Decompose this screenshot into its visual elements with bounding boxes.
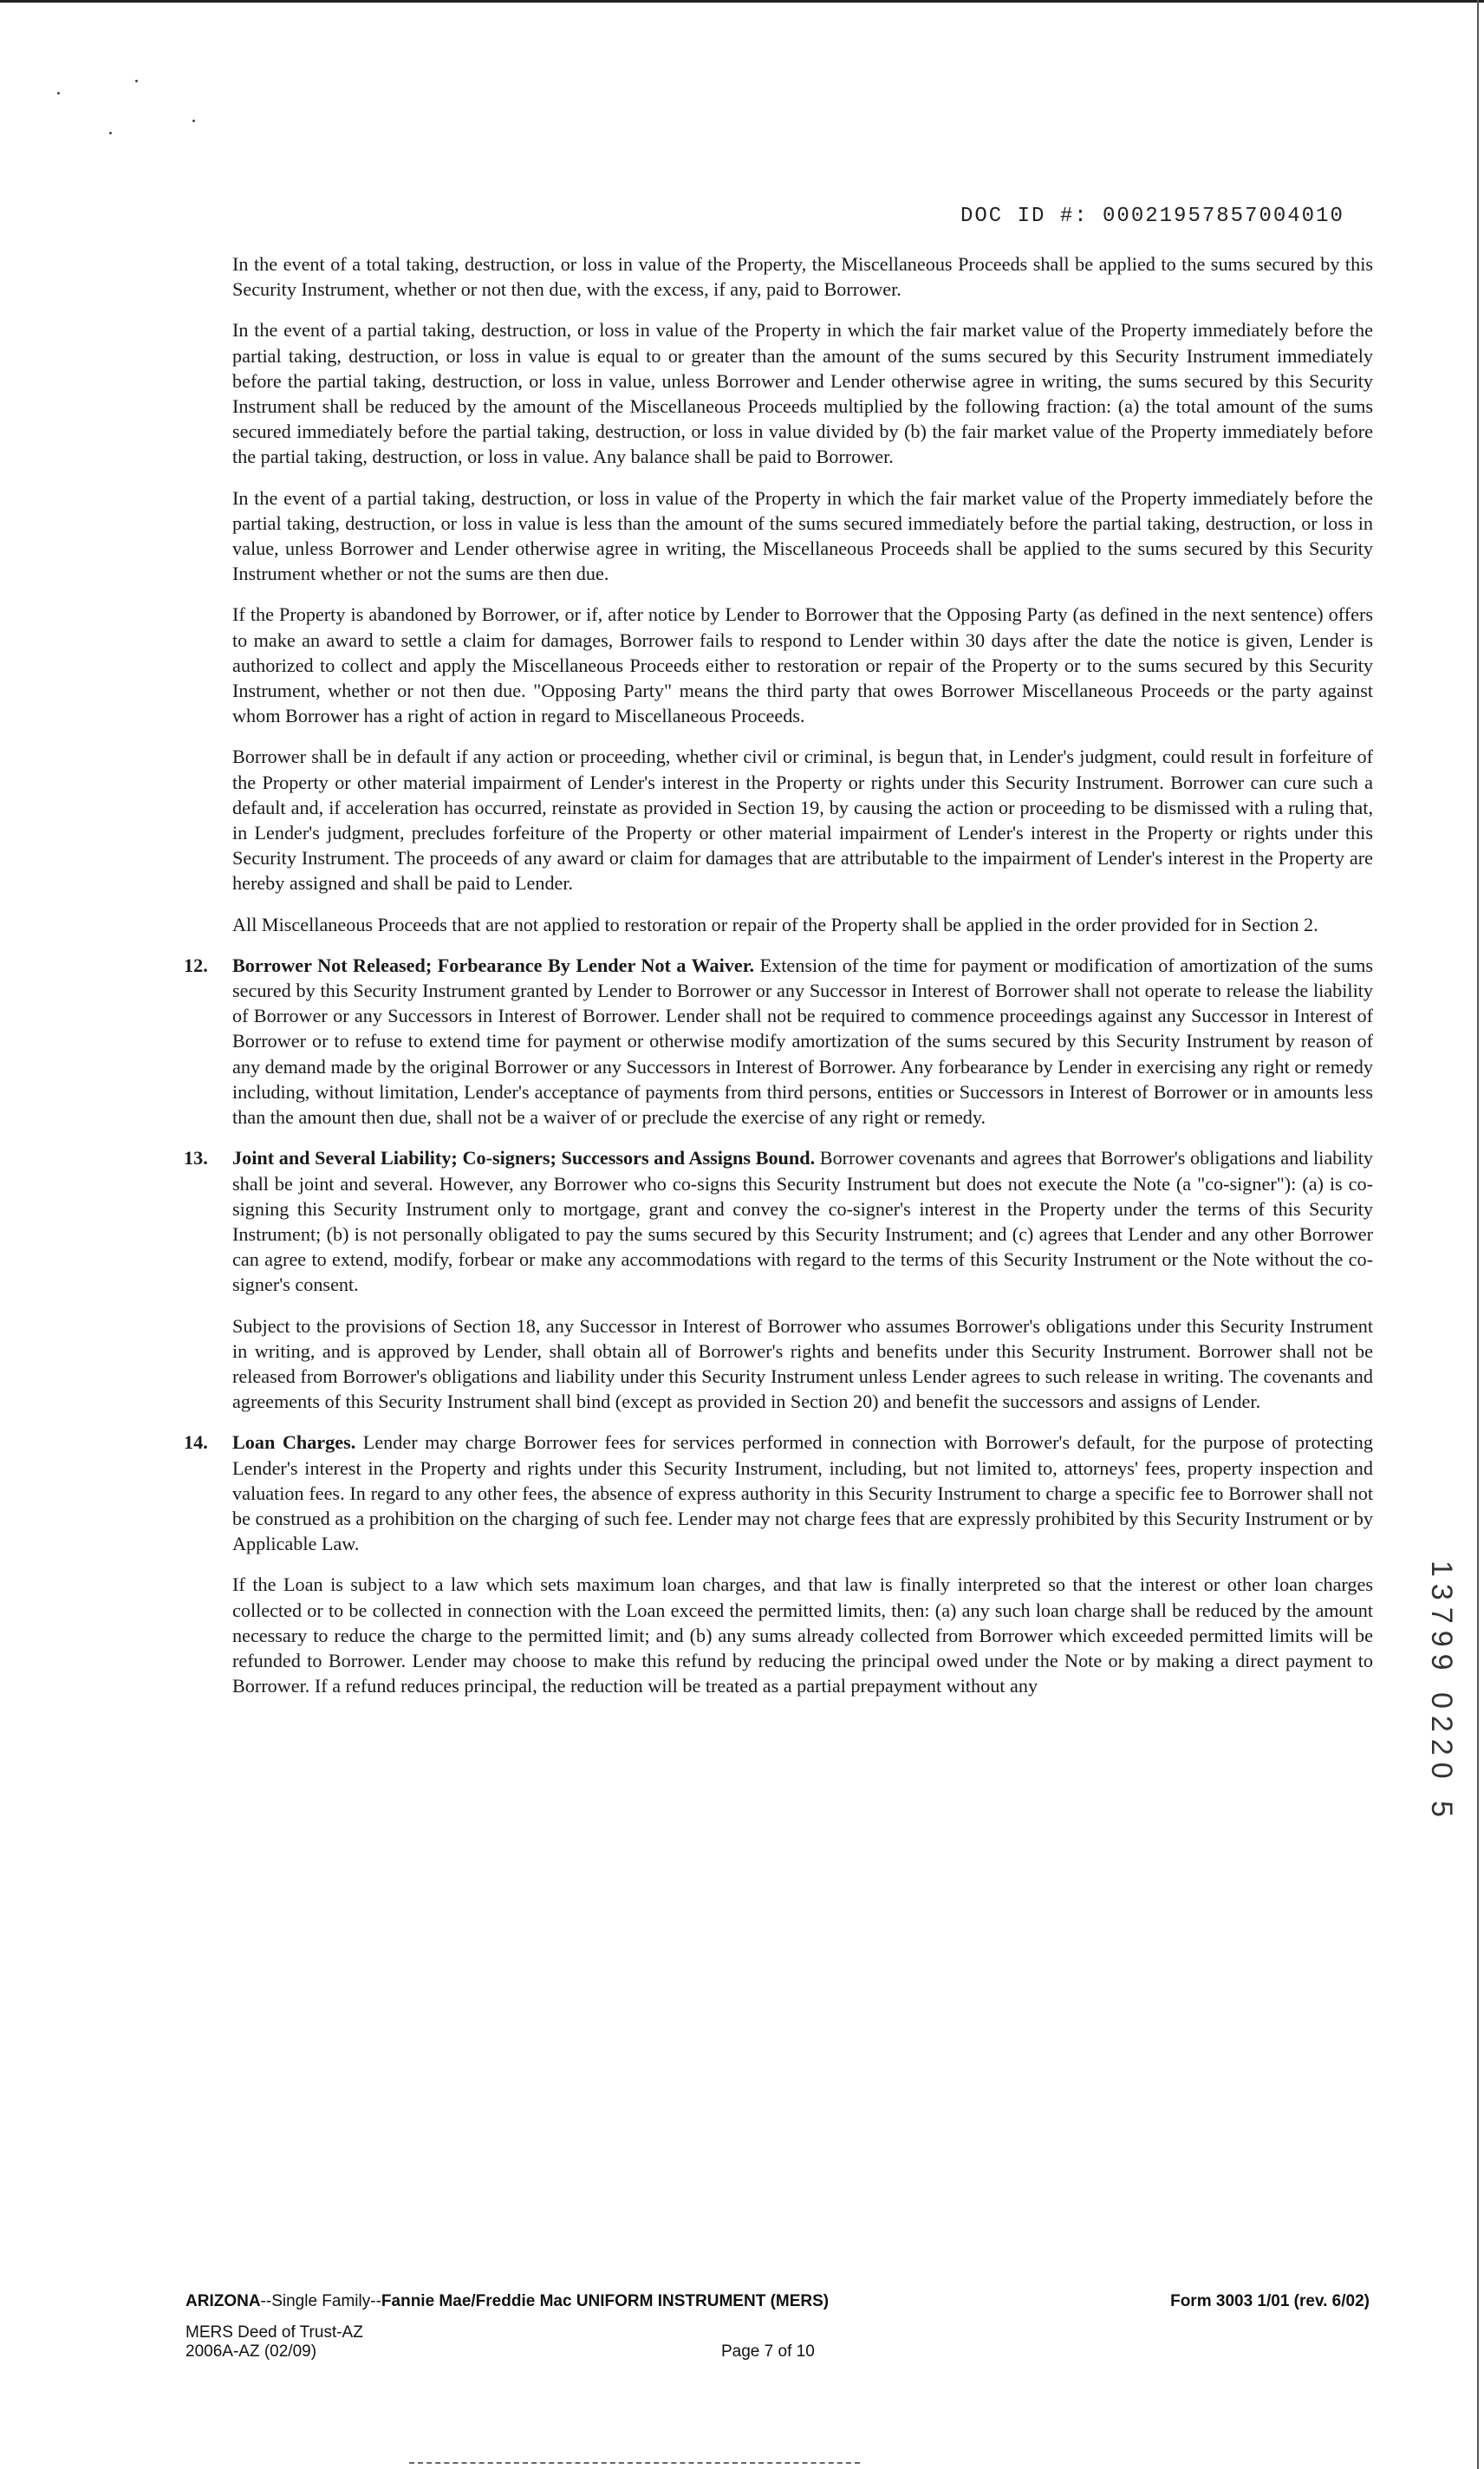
page-footer <box>186 2292 1382 2362</box>
section-body: Extension of the time for payment or modification of amortization of the sums secured by this Security Instrument granted by Lender to Borrower or any Successor in Interest of Borrower shall not operate to release the liability of Borrower or any Successors in Interest of Borrower. Lender shall not be required to commence proceedings against any Successor in Interest of Borrower or to refuse to extend time for payment or otherwise modify amortization of the sums secured by this Security Instrument by reason of any demand made by the original Borrower or any Successors in Interest of Borrower. Any forbearance by Lender in exercising any right or remedy including, without limitation, Lender's acceptance of payments from third persons, entities or Successors in Interest of Borrower or in amounts less than the amount then due, shall not be a waiver of or preclude the exercise of any right or remedy. <box>232 954 1373 1129</box>
footer-state: ARIZONA <box>186 2292 261 2310</box>
section-text <box>232 953 1373 1130</box>
footer-title-bold: Fannie Mae/Freddie Mac UNIFORM INSTRUMENT (MERS) <box>381 2292 830 2310</box>
section-heading: Loan Charges. <box>232 1431 356 1454</box>
section-number: 14. <box>184 1431 208 1454</box>
doc-id: DOC ID #: 00021957857004010 <box>960 205 1344 228</box>
section-body: Borrower covenants and agrees that Borrower's obligations and liability shall be joint and several. However, any Borrower who co-signs this Security Instrument but does not execute the Note (a "co-signer"): (a) is co-signing this Security Instrument only to mortgage, grant and convey the co-signer's interest in the Property under the terms of this Security Instrument; (b) is not personally obligated to pay the sums secured by this Security Instrument; and (c) agrees that Lender and any other Borrower can agree to extend, modify, forbear or make any accommodations with regard to the terms of this Security Instrument or the Note without the co-signer's consent. <box>232 1147 1374 1296</box>
section-text <box>232 1145 1373 1297</box>
section-14 <box>184 1430 1373 1698</box>
paragraph-total-taking: In the event of a total taking, destruction, or loss in value of the Property, the Miscellaneous Proceeds shall be applied to the sums secured by this Security Instrument, whether or not then due, with the excess, if any, paid to Borrower. <box>232 253 1373 301</box>
section-body: Lender may charge Borrower fees for services performed in connection with Borrower's default, for the purpose of protecting Lender's interest in the Property and rights under this Security Instrument, including, but not limited to, attorneys' fees, property inspection and valuation fees. In regard to any other fees, the absence of express authority in this Security Instrument to charge a specific fee to Borrower shall not be construed as a prohibition on the charging of such fee. Lender may not charge fees that are expressly prohibited by this Security Instrument or by Applicable Law. <box>232 1431 1373 1555</box>
document-body <box>184 251 1374 1714</box>
section-extra-paragraph: Subject to the provisions of Section 18, any Successor in Interest of Borrower who assumes Borrower's obligations under this Security Instrument in writing, and is approved by Lender, shall obtain all of Borrower's rights and benefits under this Security Instrument. Borrower shall not be released from Borrower's obligations and liability under this Security Instrument unless Lender agrees to such release in writing. The covenants and agreements of this Security Instrument shall bind (except as provided in Section 20) and benefit the successors and assigns of Lender. <box>232 1314 1373 1413</box>
paragraph-misc-proceeds: All Miscellaneous Proceeds that are not applied to restoration or repair of the Property shall be applied in the order provided for in Section 2. <box>232 913 1318 935</box>
section-heading: Joint and Several Liability; Co-signers; Successors and Assigns Bound. <box>232 1147 816 1169</box>
footer-deed-type: MERS Deed of Trust-AZ <box>186 2323 363 2342</box>
page-top-edge <box>0 0 1484 3</box>
section-text <box>232 1430 1373 1556</box>
scan-bottom-mark <box>409 2462 860 2464</box>
footer-instrument-title <box>186 2292 829 2311</box>
footer-form-code: 2006A-AZ (02/09) <box>186 2342 317 2361</box>
section-number: 12. <box>184 954 208 976</box>
paragraph-default: Borrower shall be in default if any action or proceeding, whether civil or criminal, is begun that, in Lender's judgment, could result in forfeiture of the Property or other material impairment of Lender's interest in the Property or rights under this Security Instrument. Borrower can cure such a default and, if acceleration has occurred, reinstate as provided in Section 19, by causing the action or proceeding to be dismissed with a ruling that, in Lender's judgment, precludes forfeiture of the Property or other material impairment of Lender's interest in the Property or rights under this Security Instrument. The proceeds of any award or claim for damages that are attributable to the impairment of Lender's interest in the Property are hereby assigned and shall be paid to Lender. <box>232 746 1373 895</box>
section-number: 13. <box>184 1147 208 1169</box>
section-13 <box>184 1145 1374 1414</box>
paragraph-abandoned-property: If the Property is abandoned by Borrower, or if, after notice by Lender to Borrower that the Opposing Party (as defined in the next sentence) offers to make an award to settle a claim for damages, Borrower fails to respond to Lender within 30 days after the date the notice is given, Lender is authorized to collect and apply the Miscellaneous Proceeds either to restoration or repair of the Property or to the sums secured by this Security Instrument, whether or not then due. "Opposing Party" means the third party that owes Borrower Miscellaneous Proceeds or the party against whom Borrower has a right of action in regard to Miscellaneous Proceeds. <box>232 603 1373 727</box>
footer-title-mid: --Single Family-- <box>260 2292 381 2310</box>
side-stamp-number: 13799 0220 5 <box>1425 1560 1458 1824</box>
paragraph-partial-taking-greater: In the event of a partial taking, destruction, or loss in value of the Property in which the fair market value of the Property immediately before the partial taking, destruction, or loss in value is equal to or greater than the amount of the sums secured by this Security Instrument immediately before the partial taking, destruction, or loss in value, unless Borrower and Lender otherwise agree in writing, the sums secured by this Security Instrument shall be reduced by the amount of the Miscellaneous Proceeds multiplied by the following fraction: (a) the total amount of the sums secured immediately before the partial taking, destruction, or loss in value divided by (b) the fair market value of the Property immediately before the partial taking, destruction, or loss in value. Any balance shall be paid to Borrower. <box>232 319 1373 468</box>
page-right-edge <box>1477 0 1479 2469</box>
section-extra-paragraph: If the Loan is subject to a law which sets maximum loan charges, and that law is finally interpreted so that the interest or other loan charges collected or to be collected in connection with the Loan exceed the permitted limits, then: (a) any such loan charge shall be reduced by the amount necessary to reduce the charge to the permitted limit; and (b) any sums already collected from Borrower which exceeded permitted limits will be refunded to Borrower. Lender may choose to make this refund by reducing the principal owed under the Note or by making a direct payment to Borrower. If a refund reduces principal, the reduction will be treated as a partial prepayment without any <box>232 1573 1373 1697</box>
section-heading: Borrower Not Released; Forbearance By Lender Not a Waiver. <box>232 954 755 976</box>
footer-form-number: Form 3003 1/01 (rev. 6/02) <box>1170 2292 1370 2310</box>
paragraph-partial-taking-less: In the event of a partial taking, destruction, or loss in value of the Property in which the fair market value of the Property immediately before the partial taking, destruction, or loss in value is less than the amount of the sums secured immediately before the partial taking, destruction, or loss in value, unless Borrower and Lender otherwise agree in writing, the Miscellaneous Proceeds shall be applied to the sums secured by this Security Instrument whether or not the sums are then due. <box>232 486 1373 585</box>
section-12 <box>184 953 1373 1130</box>
footer-page-number: Page 7 of 10 <box>721 2342 815 2361</box>
